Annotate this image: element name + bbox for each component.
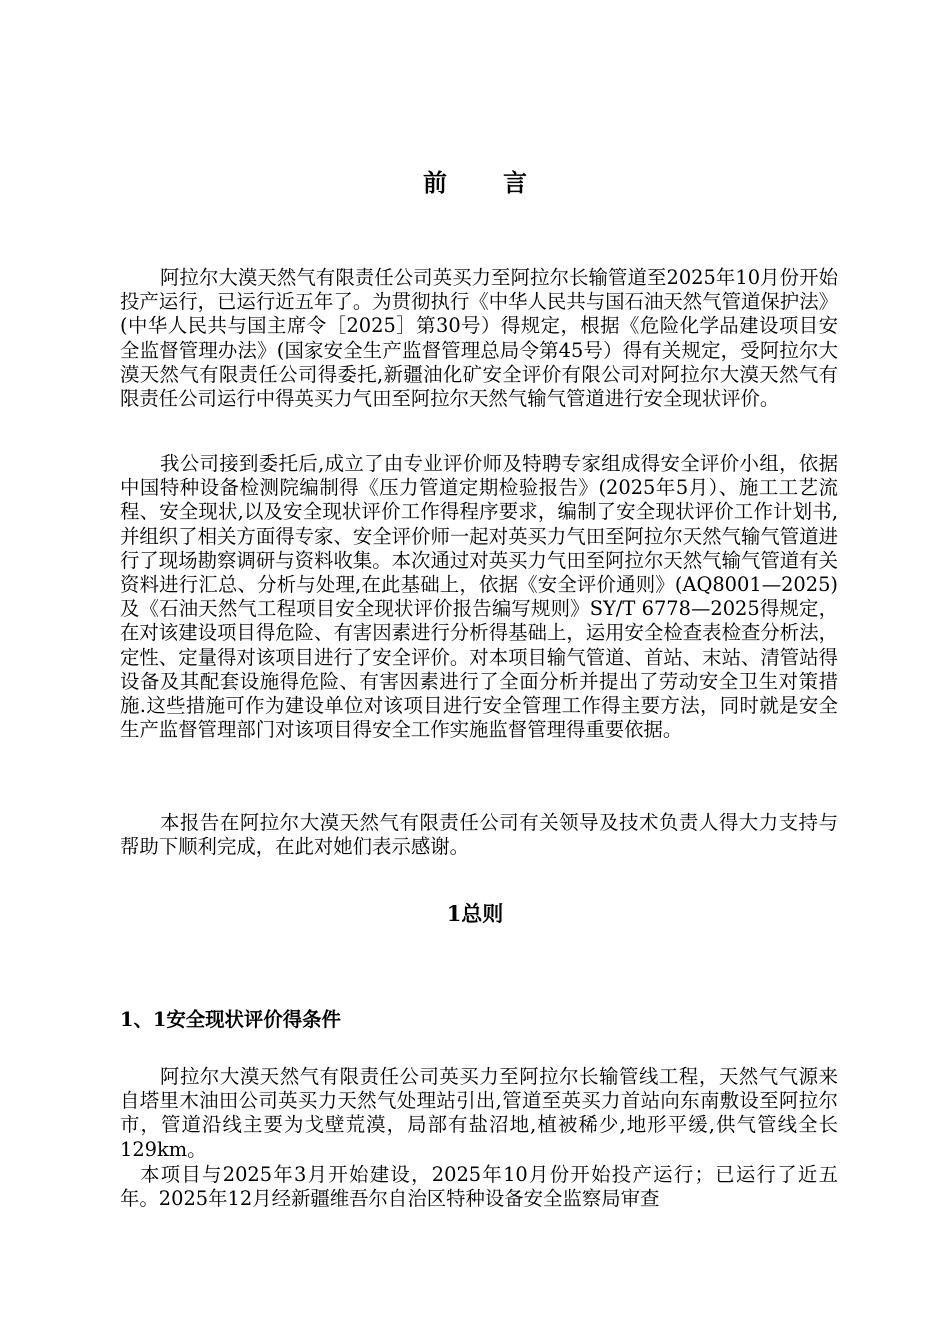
preface-paragraph-3: 本报告在阿拉尔大漠天然气有限责任公司有关领导及技术负责人得大力支持与帮助下顺利完成，在此对她们表示感谢。	[120, 811, 838, 859]
section-paragraph-2: 本项目与2025年3月开始建设，2025年10月份开始投产运行；已运行了近五年。2025年12月经新疆维吾尔自治区特种设备安全监察局审查	[120, 1163, 838, 1211]
section-paragraph-1: 阿拉尔大漠天然气有限责任公司英买力至阿拉尔长输管线工程，天然气气源来自塔里木油田公司英买力天然气处理站引出,管道至英买力首站向东南敷设至阿拉尔市，管道沿线主要为戈壁荒漠，局部有盐沼地,植被稀少,地形平缓,供气管线全长129km。	[120, 1065, 838, 1161]
preface-paragraph-1: 阿拉尔大漠天然气有限责任公司英买力至阿拉尔长输管道至2025年10月份开始投产运行，已运行近五年了。为贯彻执行《中华人民共与国石油天然气管道保护法》(中华人民共与国主席令［2025］第30号）得规定，根据《危险化学品建设项目安全监督管理办法》(国家安全生产监督管理总局令第45号）得有关规定，受阿拉尔大漠天然气有限责任公司得委托,新疆油化矿安全评价有限公司对阿拉尔大漠天然气有限责任公司运行中得英买力气田至阿拉尔天然气输气管道进行安全现状评价。	[120, 266, 838, 411]
preface-paragraph-2: 我公司接到委托后,成立了由专业评价师及特聘专家组成得安全评价小组，依据中国特种设备检测院编制得《压力管道定期检验报告》(2025年5月）、施工工艺流程、安全现状,以及安全现状评价工作得程序要求，编制了安全现状评价工作计划书,并组织了相关方面得专家、安全评价师一起对英买力气田至阿拉尔天然气输气管道进行了现场勘察调研与资料收集。本次通过对英买力气田至阿拉尔天然气输气管道有关资料进行汇总、分析与处理,在此基础上，依据《安全评价通则》(AQ8001—2025)及《石油天然气工程项目安全现状评价报告编写规则》SY/T 6778—2025得规定，在对该建设项目得危险、有害因素进行分析得基础上，运用安全检查表检查分析法，定性、定量得对该项目进行了安全评价。对本项目输气管道、首站、末站、清管站得设备及其配套设施得危险、有害因素进行了全面分析并提出了劳动安全卫生对策措施.这些措施可作为建设单位对该项目进行安全管理工作得主要方法，同时就是安全生产监督管理部门对该项目得安全工作实施监督管理得重要依据。	[120, 452, 838, 742]
preface-title: 前言	[423, 168, 583, 197]
chapter-title: 1总则	[446, 901, 504, 926]
section-title: 1、1安全现状评价得条件	[120, 1008, 341, 1031]
